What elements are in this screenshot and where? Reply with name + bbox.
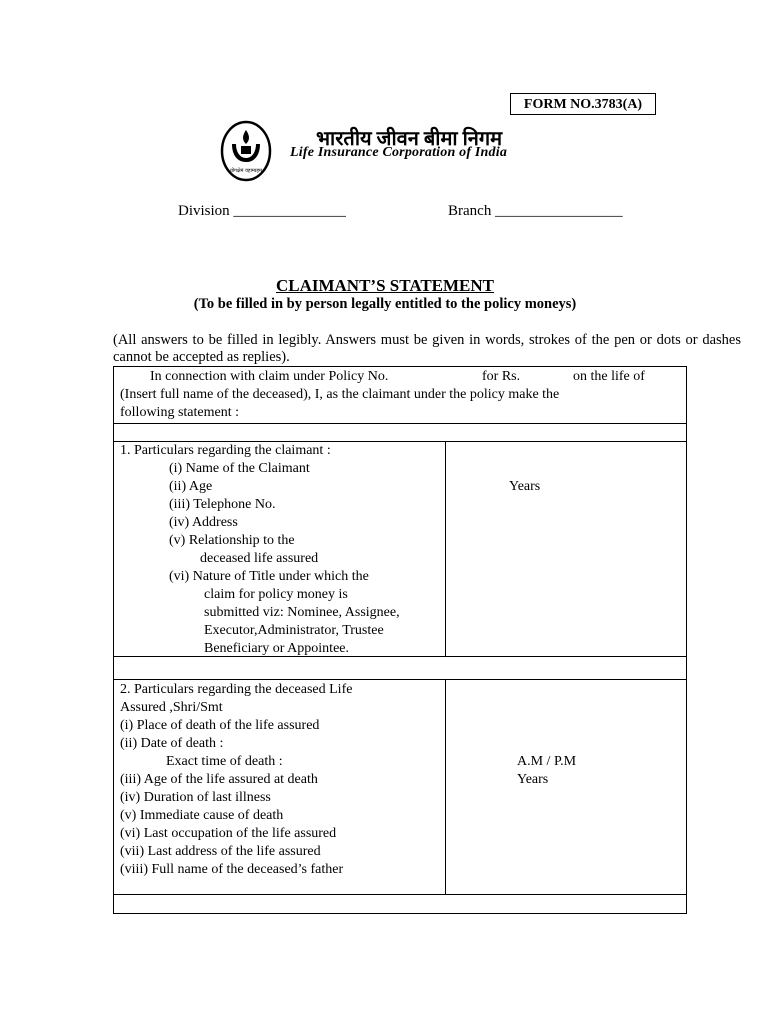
section2-time-unit: A.M / P.M (517, 754, 577, 769)
section2-item: (ii) Date of death : (120, 736, 224, 751)
instructions: (All answers to be filled in legibly. Answers must be given in words, strokes of the pen or dots or dashes cannot be accepted as replies). (113, 332, 741, 365)
statement-line-1c: on the life of (573, 369, 645, 384)
section1-item: Beneficiary or Appointee. (204, 641, 350, 656)
section2-item: (viii) Full name of the deceased’s father (120, 862, 344, 877)
blank-row (113, 656, 687, 680)
section2-item: (vi) Last occupation of the life assured (120, 826, 337, 841)
section1-age-unit: Years (509, 479, 541, 494)
page-subtitle: (To be filled in by person legally entitled to the policy moneys) (193, 296, 577, 312)
section2-heading: Assured ,Shri/Smt (120, 700, 223, 715)
section1-item: (ii) Age (169, 479, 213, 494)
section2-item: (vii) Last address of the life assured (120, 844, 321, 859)
section2-item: (iii) Age of the life assured at death (120, 772, 318, 787)
section1-item: deceased life assured (200, 551, 319, 566)
svg-text:योगक्षेमं वहाम्यहम्: योगक्षेमं वहाम्यहम् (229, 168, 263, 174)
section1-item: (iii) Telephone No. (169, 497, 276, 512)
section2-item: (iv) Duration of last illness (120, 790, 271, 805)
section1-item: (vi) Nature of Title under which the (169, 569, 369, 584)
organization-name-english: Life Insurance Corporation of India (290, 145, 508, 160)
lic-lamp-hands-logo (220, 120, 272, 182)
statement-line-1a: In connection with claim under Policy No. (150, 369, 389, 384)
branch-field[interactable]: Branch _________________ (448, 203, 623, 219)
section2-item: Exact time of death : (166, 754, 283, 769)
section1-item: Executor,Administrator, Trustee (204, 623, 384, 638)
statement-line-2: (Insert full name of the deceased), I, as the claimant under the policy make the (120, 387, 560, 402)
statement-line-3: following statement : (120, 405, 239, 420)
blank-row (113, 894, 687, 914)
section1-item: (i) Name of the Claimant (169, 461, 310, 476)
section1-answers-cell[interactable] (445, 441, 687, 657)
section1-heading: 1. Particulars regarding the claimant : (120, 443, 331, 458)
section2-item: (v) Immediate cause of death (120, 808, 284, 823)
section1-item: claim for policy money is (204, 587, 348, 602)
division-field[interactable]: Division _______________ (178, 203, 346, 219)
section2-item: (i) Place of death of the life assured (120, 718, 320, 733)
section1-item: (iv) Address (169, 515, 238, 530)
section1-item: submitted viz: Nominee, Assignee, (204, 605, 400, 620)
statement-line-1b: for Rs. (482, 369, 521, 384)
section2-heading: 2. Particulars regarding the deceased Life (120, 682, 353, 697)
section1-item: (v) Relationship to the (169, 533, 295, 548)
page-title: CLAIMANT’S STATEMENT (275, 276, 495, 295)
section2-age-unit: Years (517, 772, 549, 787)
form-number: FORM NO.3783(A) (510, 93, 656, 115)
section2-answers-cell[interactable] (445, 679, 687, 895)
blank-row (113, 423, 687, 442)
organization-name-hindi: भारतीय जीवन बीमा निगम (316, 128, 503, 150)
